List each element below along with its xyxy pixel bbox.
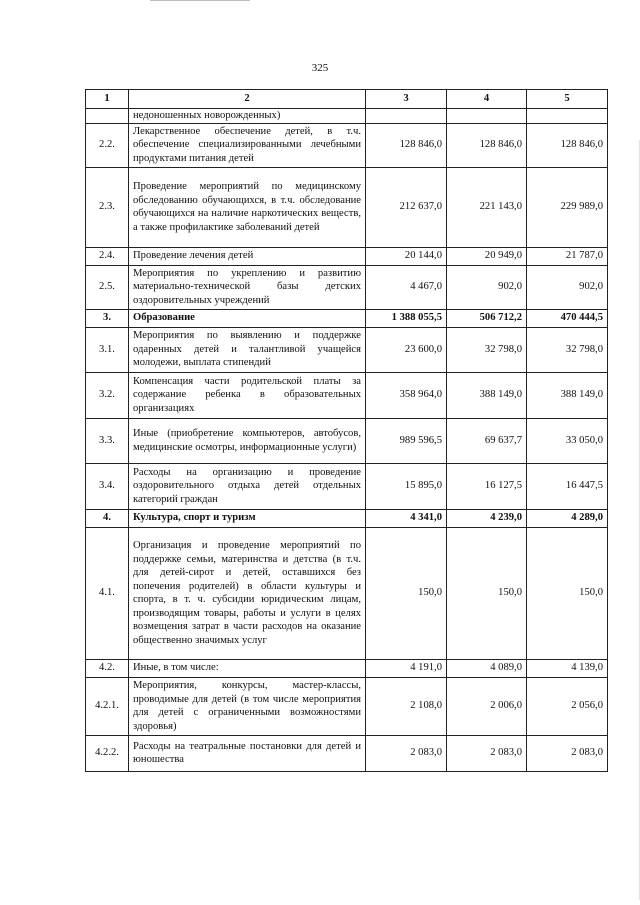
value-col-4: 2 083,0 bbox=[447, 735, 527, 771]
value-col-3: 2 083,0 bbox=[366, 735, 447, 771]
value-col-5: 21 787,0 bbox=[527, 247, 608, 265]
row-name: Иные, в том числе: bbox=[129, 659, 366, 677]
value-col-3: 212 637,0 bbox=[366, 167, 447, 247]
header-col-5: 5 bbox=[527, 90, 608, 109]
value-col-3 bbox=[366, 109, 447, 124]
row-name: Проведение лечения детей bbox=[129, 247, 366, 265]
value-col-4: 4 239,0 bbox=[447, 509, 527, 527]
table-row bbox=[86, 167, 608, 247]
row-number: 4.2. bbox=[86, 659, 129, 677]
row-name: Мероприятия, конкурсы, мастер-классы, проводимые для детей (в том числе мероприятия для детей с ограниченными возможностями здоровья) bbox=[129, 677, 366, 735]
value-col-5: 229 989,0 bbox=[527, 167, 608, 247]
row-name: Лекарственное обеспечение детей, в т.ч. обеспечение специализированными лечебными продуктами питания детей bbox=[129, 123, 366, 167]
row-name: Расходы на театральные постановки для детей и юношества bbox=[129, 735, 366, 771]
value-col-5: 128 846,0 bbox=[527, 123, 608, 167]
table-row bbox=[86, 677, 608, 735]
table-row bbox=[86, 372, 608, 418]
value-col-4: 69 637,7 bbox=[447, 418, 527, 463]
scan-top-line bbox=[150, 0, 250, 1]
value-col-4 bbox=[447, 109, 527, 124]
value-col-4: 16 127,5 bbox=[447, 463, 527, 509]
value-col-3: 2 108,0 bbox=[366, 677, 447, 735]
value-col-3: 4 191,0 bbox=[366, 659, 447, 677]
row-name: Культура, спорт и туризм bbox=[129, 509, 366, 527]
value-col-4: 150,0 bbox=[447, 527, 527, 659]
table-row bbox=[86, 418, 608, 463]
row-number: 4. bbox=[86, 509, 129, 527]
value-col-5: 902,0 bbox=[527, 265, 608, 309]
table-row bbox=[86, 109, 608, 124]
value-col-3: 128 846,0 bbox=[366, 123, 447, 167]
value-col-4: 506 712,2 bbox=[447, 309, 527, 327]
row-name: Образование bbox=[129, 309, 366, 327]
row-number: 3. bbox=[86, 309, 129, 327]
row-name: Иные (приобретение компьютеров, автобусов, медицинские осмотры, информационные услуги) bbox=[129, 418, 366, 463]
value-col-3: 4 467,0 bbox=[366, 265, 447, 309]
table-row bbox=[86, 265, 608, 309]
row-name: Компенсация части родительской платы за содержание ребенка в образовательных организациях bbox=[129, 372, 366, 418]
row-name: Мероприятия по укреплению и развитию материально-технической базы детских оздоровительных учреждений bbox=[129, 265, 366, 309]
value-col-3: 150,0 bbox=[366, 527, 447, 659]
budget-table bbox=[85, 89, 608, 772]
row-number: 3.2. bbox=[86, 372, 129, 418]
page-number: 325 bbox=[311, 62, 329, 74]
value-col-3: 989 596,5 bbox=[366, 418, 447, 463]
header-col-4: 4 bbox=[447, 90, 527, 109]
table-row bbox=[86, 123, 608, 167]
row-number: 3.4. bbox=[86, 463, 129, 509]
value-col-3: 4 341,0 bbox=[366, 509, 447, 527]
row-number: 4.2.1. bbox=[86, 677, 129, 735]
value-col-5 bbox=[527, 109, 608, 124]
value-col-5: 150,0 bbox=[527, 527, 608, 659]
row-number: 2.2. bbox=[86, 123, 129, 167]
row-number: 2.3. bbox=[86, 167, 129, 247]
row-number: 4.1. bbox=[86, 527, 129, 659]
table-header-row bbox=[86, 90, 608, 109]
row-number bbox=[86, 109, 129, 124]
table-row bbox=[86, 247, 608, 265]
row-number: 2.4. bbox=[86, 247, 129, 265]
row-name: Проведение мероприятий по медицинскому обследованию обучающихся, в т.ч. обследование обучающихся на наличие наркотических веществ, а также профилактике заболеваний детей bbox=[129, 167, 366, 247]
table-row bbox=[86, 735, 608, 771]
row-number: 4.2.2. bbox=[86, 735, 129, 771]
row-number: 2.5. bbox=[86, 265, 129, 309]
value-col-5: 33 050,0 bbox=[527, 418, 608, 463]
value-col-5: 4 139,0 bbox=[527, 659, 608, 677]
section-row bbox=[86, 509, 608, 527]
value-col-4: 902,0 bbox=[447, 265, 527, 309]
value-col-4: 221 143,0 bbox=[447, 167, 527, 247]
value-col-3: 1 388 055,5 bbox=[366, 309, 447, 327]
table-row bbox=[86, 659, 608, 677]
table-row bbox=[86, 463, 608, 509]
header-col-1: 1 bbox=[86, 90, 129, 109]
value-col-5: 2 056,0 bbox=[527, 677, 608, 735]
row-number: 3.3. bbox=[86, 418, 129, 463]
value-col-5: 470 444,5 bbox=[527, 309, 608, 327]
value-col-5: 4 289,0 bbox=[527, 509, 608, 527]
header-col-3: 3 bbox=[366, 90, 447, 109]
row-name: Мероприятия по выявлению и поддержке одаренных детей и талантливой учащейся молодежи, выплата стипендий bbox=[129, 327, 366, 372]
value-col-5: 32 798,0 bbox=[527, 327, 608, 372]
table-row bbox=[86, 527, 608, 659]
value-col-3: 23 600,0 bbox=[366, 327, 447, 372]
value-col-4: 4 089,0 bbox=[447, 659, 527, 677]
table-row bbox=[86, 327, 608, 372]
value-col-5: 388 149,0 bbox=[527, 372, 608, 418]
row-name: недоношенных новорожденных) bbox=[129, 109, 366, 124]
section-row bbox=[86, 309, 608, 327]
row-name: Расходы на организацию и проведение оздоровительного отдыха детей отдельных категорий граждан bbox=[129, 463, 366, 509]
value-col-4: 2 006,0 bbox=[447, 677, 527, 735]
row-name: Организация и проведение мероприятий по поддержке семьи, материнства и детства (в т.ч. для детей-сирот и детей, оставшихся без попечения родителей) в области культуры и спорта, в т. ч. субсидии юридическим лицам, производящим товары, работы и услуги в целях возмещения затрат в части расходов на оказание общественно значимых услуг bbox=[129, 527, 366, 659]
value-col-5: 16 447,5 bbox=[527, 463, 608, 509]
value-col-4: 32 798,0 bbox=[447, 327, 527, 372]
row-number: 3.1. bbox=[86, 327, 129, 372]
value-col-3: 358 964,0 bbox=[366, 372, 447, 418]
header-col-2: 2 bbox=[129, 90, 366, 109]
value-col-3: 20 144,0 bbox=[366, 247, 447, 265]
value-col-4: 20 949,0 bbox=[447, 247, 527, 265]
value-col-3: 15 895,0 bbox=[366, 463, 447, 509]
value-col-5: 2 083,0 bbox=[527, 735, 608, 771]
table-body bbox=[86, 109, 608, 772]
value-col-4: 128 846,0 bbox=[447, 123, 527, 167]
value-col-4: 388 149,0 bbox=[447, 372, 527, 418]
